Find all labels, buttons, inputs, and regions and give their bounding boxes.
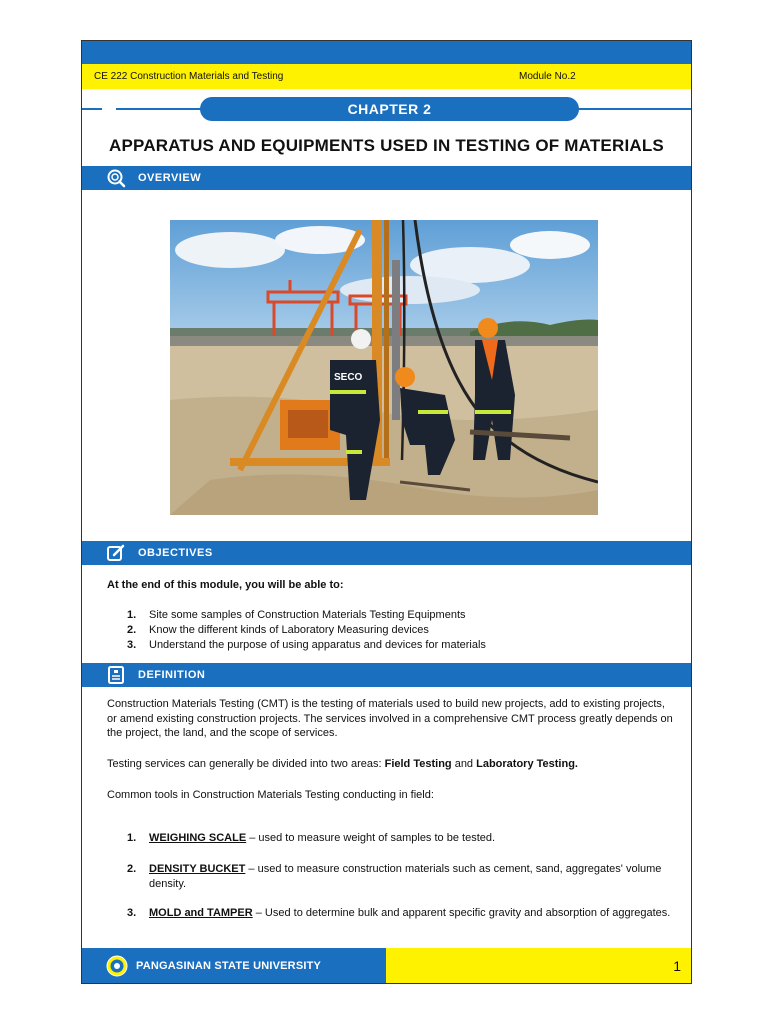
section-definition-label: DEFINITION — [138, 669, 206, 681]
objectives-intro: At the end of this module, you will be able to: — [107, 579, 344, 591]
drilling-photo — [170, 220, 598, 515]
list-item: 1. WEIGHING SCALE – used to measure weight of samples to be tested. — [127, 832, 496, 844]
page-number: 1 — [673, 958, 681, 974]
chapter-rule-gap — [102, 105, 116, 113]
list-item: 1. Site some samples of Construction Materials Testing Equipments — [127, 609, 466, 621]
definition-paragraph: Construction Materials Testing (CMT) is the testing of materials used to build new projects, add to existing projects, or amend existing construction projects. The services involved in a comprehensive CMT process greatly depends on the project, the land, and the scope of services. — [107, 698, 673, 739]
document-page — [81, 40, 692, 984]
field-tools-intro: Common tools in Construction Materials Testing conducting in field: — [107, 789, 434, 801]
list-item: 3. Understand the purpose of using apparatus and devices for materials — [127, 639, 486, 651]
chapter-label: CHAPTER 2 — [200, 97, 579, 121]
testing-areas-paragraph: Testing services can generally be divided into two areas: Field Testing and Laboratory Testing. — [107, 758, 578, 770]
section-objectives — [82, 541, 691, 565]
course-title: CE 222 Construction Materials and Testing — [94, 71, 284, 82]
section-objectives-label: OBJECTIVES — [138, 547, 213, 559]
page-title: APPARATUS AND EQUIPMENTS USED IN TESTING OF MATERIALS — [109, 136, 664, 155]
course-band — [82, 64, 691, 89]
university-name: PANGASINAN STATE UNIVERSITY — [136, 960, 322, 972]
document-icon — [106, 665, 126, 685]
section-overview — [82, 166, 691, 190]
objectives-list — [127, 608, 647, 653]
university-seal-icon — [106, 955, 128, 977]
top-band — [82, 41, 691, 64]
section-overview-label: OVERVIEW — [138, 172, 202, 184]
list-item: 3. MOLD and TAMPER – Used to determine bulk and apparent specific gravity and absorption of aggregates. — [127, 907, 671, 919]
tool-term: DENSITY BUCKET — [149, 863, 246, 875]
footer-university — [82, 948, 386, 984]
module-number: Module No.2 — [519, 71, 576, 82]
footer-page-area — [386, 948, 692, 984]
magnifier-icon — [106, 168, 126, 188]
edit-icon — [106, 543, 126, 563]
tool-term: WEIGHING SCALE — [149, 832, 247, 844]
worker-shirt-text: SECO — [334, 372, 363, 383]
drilling-photo-illustration — [170, 220, 598, 515]
section-definition — [82, 663, 691, 687]
list-item: 2. DENSITY BUCKET – used to measure construction materials such as cement, sand, aggregates' volume density. — [127, 863, 662, 890]
tool-term: MOLD and TAMPER — [149, 907, 253, 919]
list-item: 2. Know the different kinds of Laboratory Measuring devices — [127, 624, 429, 636]
